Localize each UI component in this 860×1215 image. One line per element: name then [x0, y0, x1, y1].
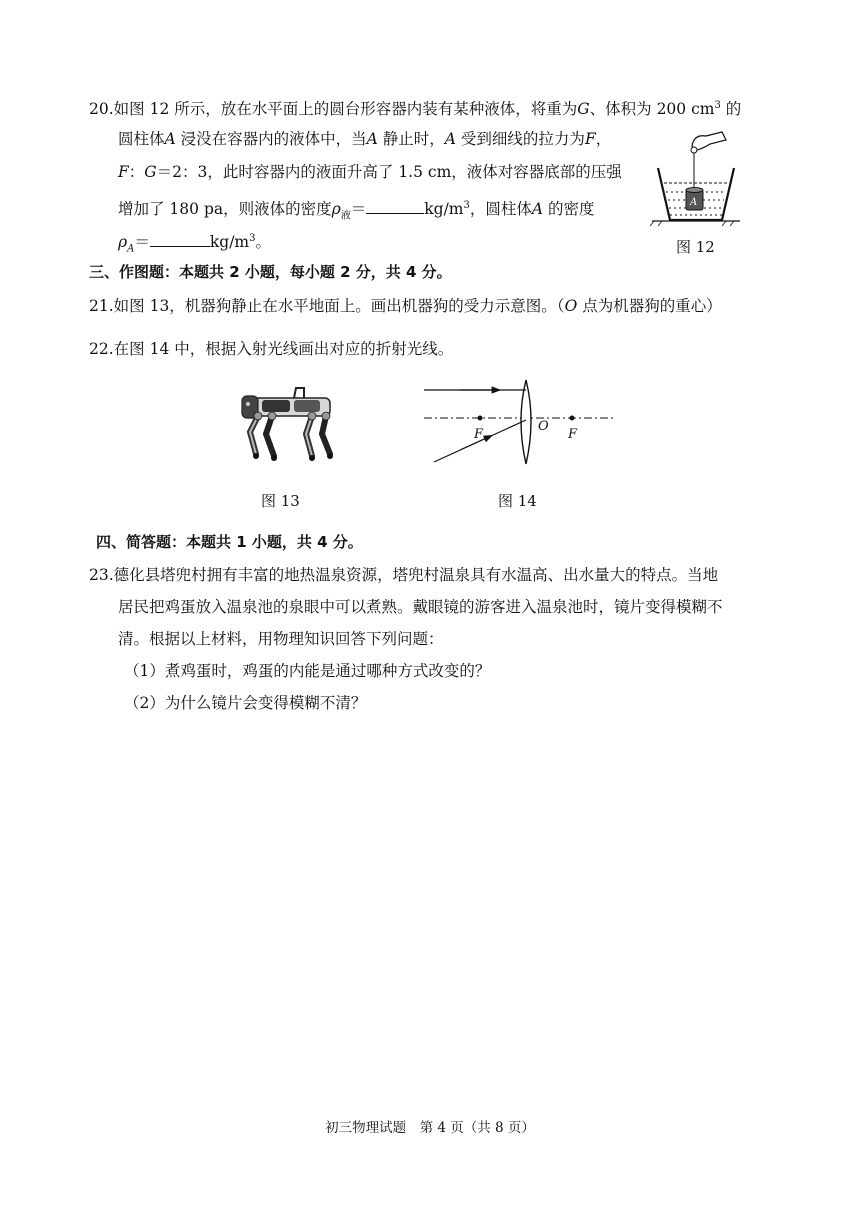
section-3-title: 三、作图题：本题共 2 小题，每小题 2 分，共 4 分。 [89, 263, 452, 281]
q21-line [89, 296, 722, 316]
q20-rho: ρ [118, 233, 128, 252]
q20-text: 如图 12 所示，放在水平面上的圆台形容器内装有某种液体，将重为 [113, 100, 578, 119]
cylinder-a-top [686, 188, 703, 193]
figure-13-robot-dog [236, 380, 346, 468]
q20-var-f: F [584, 130, 596, 148]
q20-line-5 [118, 229, 271, 259]
q23-line-3: 清。根据以上材料，用物理知识回答下列问题： [118, 630, 444, 648]
q20-text: kg/m [209, 233, 250, 252]
hand-icon [692, 132, 726, 150]
q20-var-g: G [577, 100, 590, 119]
q22-number: 22. [89, 340, 114, 358]
hand-fist-icon [691, 147, 697, 153]
robot-legs [250, 416, 330, 456]
q20-text: ＝ [350, 200, 367, 219]
q20-text: ，圆柱体 [469, 200, 532, 219]
q20-line-4 [118, 196, 595, 226]
q21-var-o: O [564, 297, 578, 315]
page-footer: 初三物理试题 第 4 页（共 8 页） [325, 1120, 535, 1136]
cylinder-a-label: A [690, 197, 698, 208]
figure-14-caption: 图 14 [498, 492, 537, 510]
q20-line-3 [118, 162, 622, 182]
q20-text: 的 [720, 100, 742, 119]
q22-line [89, 339, 453, 359]
q20-sup: 3 [249, 233, 256, 244]
focal-label-right: F [568, 427, 578, 442]
q20-number: 20. [89, 100, 114, 119]
q20-var-a: A [444, 130, 456, 148]
q21-text: 点为机器狗的重心） [577, 297, 722, 315]
q20-text: ＝2：3，此时容器内的液面升高了 1.5 cm，液体对容器底部的压强 [156, 163, 622, 181]
q20-text: 、体积为 200 cm [589, 100, 715, 119]
q20-text: 静止时， [377, 130, 445, 148]
q20-text: ： [128, 163, 145, 181]
q20-text: 浸没在容器内的液体中，当 [175, 130, 367, 148]
q20-rho: ρ [331, 200, 341, 219]
q20-sup: 3 [463, 200, 470, 211]
figure-12-container-diagram [650, 128, 740, 238]
robot-body-panel [294, 400, 320, 412]
q20-var-a: A [164, 130, 176, 148]
q20-var-f: F [118, 163, 129, 181]
q23-line-1 [89, 565, 718, 585]
q21-number: 21. [89, 297, 114, 315]
figure-12-caption: 图 12 [676, 238, 715, 256]
q20-rho-sub: 液 [340, 210, 351, 222]
robot-body-panel [262, 400, 290, 412]
q20-line-2 [118, 129, 611, 149]
q23-line-2: 居民把鸡蛋放入温泉池的泉眼中可以煮熟。戴眼镜的游客进入温泉池时，镜片变得模糊不 [118, 598, 723, 616]
figure-14-lens-diagram [420, 378, 620, 466]
focal-point-left [478, 416, 483, 421]
q20-text: ＝ [134, 233, 150, 252]
q20-text: kg/m [424, 200, 464, 219]
ground-hatch [650, 221, 734, 226]
section-4-title: 四、简答题：本题共 1 小题，共 4 分。 [96, 533, 363, 551]
q20-var-a: A [366, 130, 378, 148]
q20-var-g: G [144, 163, 157, 181]
q23-text: 德化县塔兜村拥有丰富的地热温泉资源，塔兜村温泉具有水温高、出水量大的特点。当地 [113, 566, 719, 584]
q20-rho-sub: A [127, 243, 135, 255]
q20-text: ， [595, 130, 612, 148]
q22-text: 在图 14 中，根据入射光线画出对应的折射光线。 [113, 340, 454, 358]
focal-label-left: F [474, 427, 484, 442]
q21-text: 如图 13，机器狗静止在水平地面上。画出机器狗的受力示意图。（ [113, 297, 565, 315]
q23-subquestion-2: （2）为什么镜片会变得模糊不清？ [124, 694, 367, 712]
q20-sup: 3 [714, 100, 721, 111]
robot-sensor [246, 402, 250, 406]
answer-blank[interactable] [150, 232, 210, 247]
q20-text: 增加了 180 pa，则液体的密度 [118, 200, 332, 219]
answer-blank[interactable] [366, 199, 424, 214]
q20-line-1 [89, 96, 741, 119]
q20-text: 圆柱体 [118, 130, 165, 148]
q20-text: 的密度 [543, 200, 595, 219]
focal-point-right [570, 416, 575, 421]
robot-feet [253, 453, 333, 461]
optical-center-label: O [538, 419, 549, 434]
q23-subquestion-1: （1）煮鸡蛋时，鸡蛋的内能是通过哪种方式改变的？ [124, 662, 491, 680]
q20-text: 。 [255, 233, 271, 252]
q20-var-a: A [531, 200, 544, 219]
q23-number: 23. [89, 566, 114, 584]
q20-text: 受到细线的拉力为 [456, 130, 585, 148]
robot-handle [294, 388, 304, 398]
figure-13-caption: 图 13 [261, 492, 300, 510]
